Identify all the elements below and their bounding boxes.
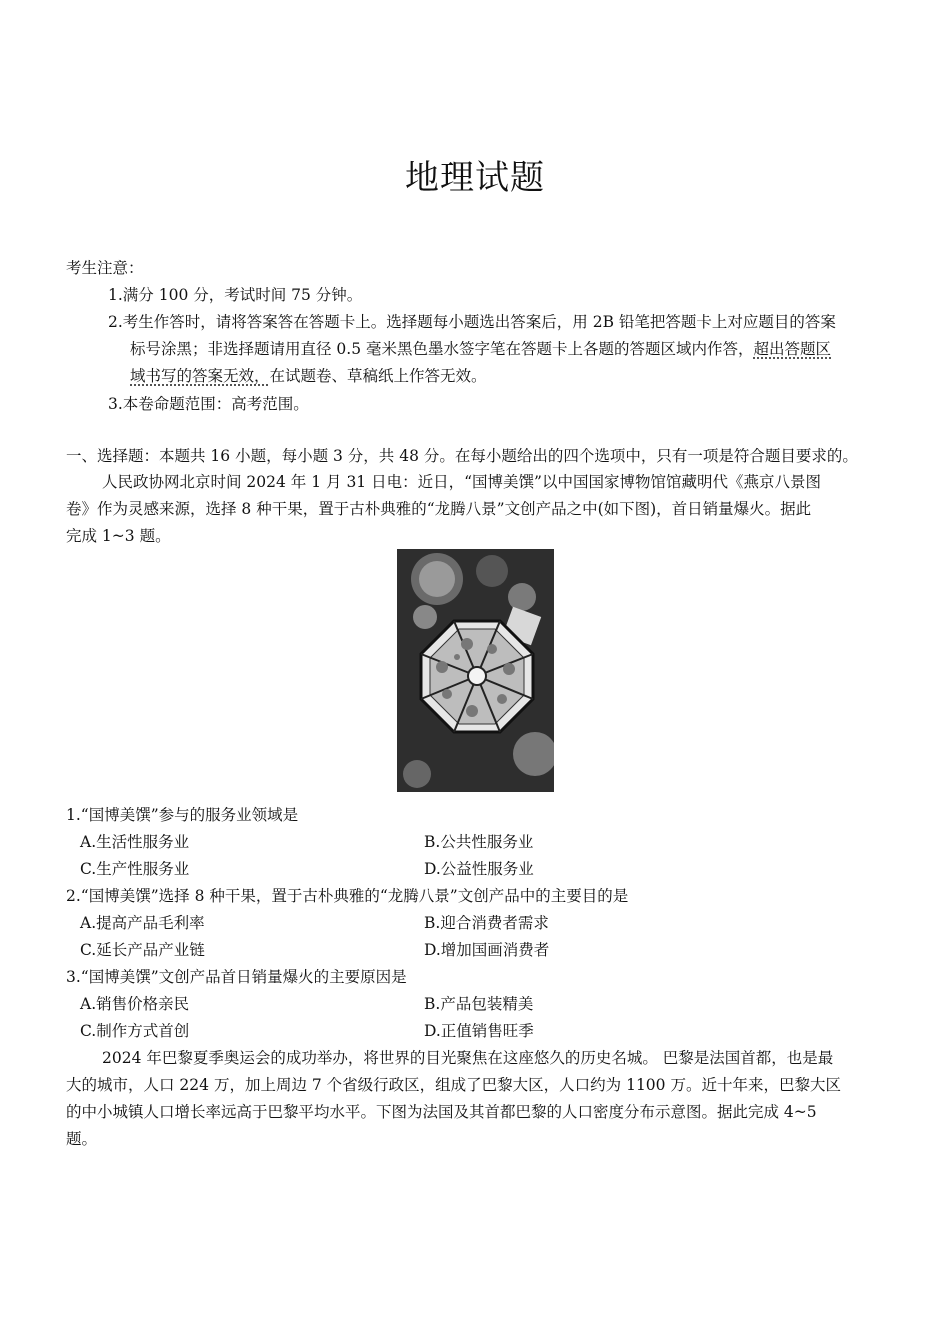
question-2-option-b: B.迎合消费者需求 xyxy=(424,914,549,932)
notice-item-2-line-3-plain: 在试题卷、草稿纸上作答无效。 xyxy=(269,367,487,385)
question-1-option-c: C.生产性服务业 xyxy=(80,860,190,878)
question-2-option-c: C.延长产品产业链 xyxy=(80,941,205,959)
question-1-stem: 1.“国博美馔”参与的服务业领域是 xyxy=(66,806,299,824)
notice-item-2-line-3-emphasis: 域书写的答案无效， xyxy=(130,367,270,385)
question-2-option-d: D.增加国画消费者 xyxy=(424,941,550,959)
intro-line-3: 完成 1~3 题。 xyxy=(66,527,171,545)
question-1-option-d: D.公益性服务业 xyxy=(424,860,534,878)
notice-item-2-line-1: 2.考生作答时，请将答案答在答题卡上。选择题每小题选出答案后，用 2B 铅笔把答题卡上对应题目的答案 xyxy=(108,313,836,331)
notice-heading: 考生注意： xyxy=(66,259,144,277)
notice-item-2-line-2-plain: 标号涂黑；非选择题请用直径 0.5 毫米黑色墨水签字笔在答题卡上各题的答题区域内作答， xyxy=(130,340,754,358)
page-title: 地理试题 xyxy=(405,158,545,198)
question-2-option-a: A.提高产品毛利率 xyxy=(80,914,205,932)
notice-item-2-line-2-emphasis: 超出答题区 xyxy=(753,340,832,358)
notice-item-2-line-3 xyxy=(130,366,487,386)
question-3-stem: 3.“国博美馔”文创产品首日销量爆火的主要原因是 xyxy=(66,968,407,986)
passage-2-line-3: 的中小城镇人口增长率远高于巴黎平均水平。下图为法国及其首都巴黎的人口密度分布示意图。据此完成 4~5 xyxy=(66,1103,817,1121)
notice-item-1: 1.满分 100 分，考试时间 75 分钟。 xyxy=(108,286,363,304)
passage-2-line-1: 2024 年巴黎夏季奥运会的成功举办，将世界的目光聚焦在这座悠久的历史名城。 巴黎是法国首都，也是最 xyxy=(102,1049,834,1067)
notice-item-3: 3.本卷命题范围：高考范围。 xyxy=(108,395,309,413)
question-3-option-a: A.销售价格亲民 xyxy=(80,995,190,1013)
intro-line-1: 人民政协网北京时间 2024 年 1 月 31 日电：近日，“国博美馔”以中国国家博物馆馆藏明代《燕京八景图 xyxy=(102,473,821,491)
question-3-option-b: B.产品包装精美 xyxy=(424,995,534,1013)
product-photo xyxy=(397,549,554,792)
passage-2-line-4: 题。 xyxy=(66,1130,98,1148)
question-1-option-b: B.公共性服务业 xyxy=(424,833,534,851)
gift-box-illustration xyxy=(397,549,554,792)
question-3-option-d: D.正值销售旺季 xyxy=(424,1022,534,1040)
intro-line-2: 卷》作为灵感来源，选择 8 种干果，置于古朴典雅的“龙腾八景”文创产品之中(如下图)，首日销量爆火。据此 xyxy=(66,500,812,518)
question-1-option-a: A.生活性服务业 xyxy=(80,833,190,851)
passage-2-line-2: 大的城市，人口 224 万，加上周边 7 个省级行政区，组成了巴黎大区，人口约为 1100 万。近十年来，巴黎大区 xyxy=(66,1076,841,1094)
question-2-stem: 2.“国博美馔”选择 8 种干果，置于古朴典雅的“龙腾八景”文创产品中的主要目的是 xyxy=(66,887,629,905)
notice-item-2-line-2 xyxy=(130,339,831,359)
section-heading: 一、选择题：本题共 16 小题，每小题 3 分，共 48 分。在每小题给出的四个选项中，只有一项是符合题目要求的。 xyxy=(66,447,858,465)
question-3-option-c: C.制作方式首创 xyxy=(80,1022,190,1040)
